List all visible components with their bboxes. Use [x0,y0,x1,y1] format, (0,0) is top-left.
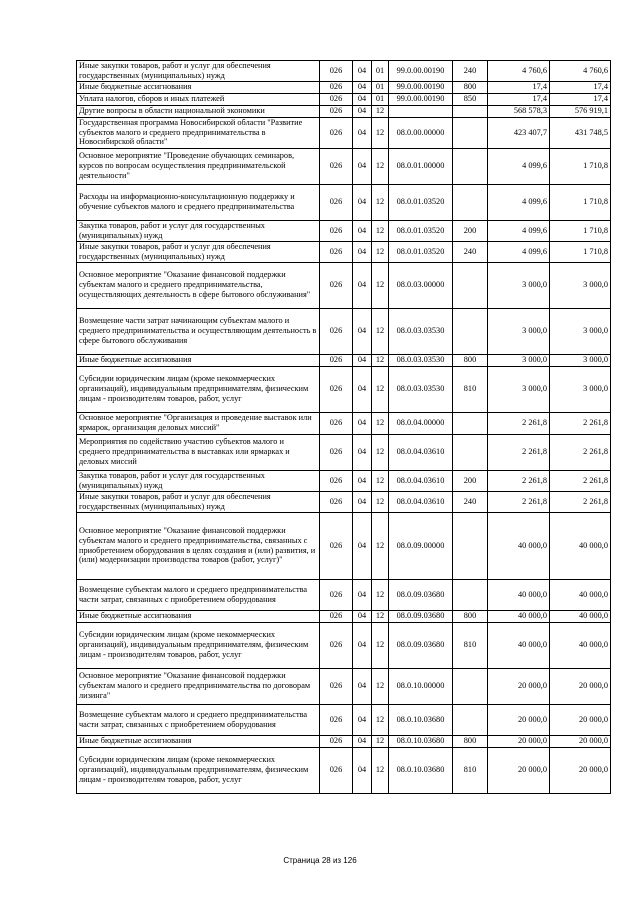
row-amount-year1: 40 000,0 [488,622,550,668]
row-section: 04 [353,262,372,308]
row-subsection: 12 [372,610,389,622]
budget-table-body [77,61,611,794]
row-expense-type [453,117,488,148]
row-section: 04 [353,117,372,148]
row-amount-year1: 20 000,0 [488,704,550,735]
row-subsection: 12 [372,241,389,262]
row-subsection: 01 [372,61,389,82]
row-expense-type [453,308,488,354]
row-subsection: 12 [372,470,389,491]
table-row [77,220,611,241]
row-subsection: 12 [372,262,389,308]
table-row [77,747,611,793]
row-expense-type [453,262,488,308]
row-section: 04 [353,735,372,747]
row-expense-type [453,579,488,610]
row-article: 08.0.01.03520 [389,241,453,262]
row-section: 04 [353,668,372,704]
table-row [77,354,611,366]
row-amount-year2: 20 000,0 [550,735,611,747]
row-name: Основное мероприятие "Оказание финансовой поддержки субъектам малого и среднего предпринимательства по договорам лизинга" [77,668,320,704]
row-subsection: 12 [372,622,389,668]
row-expense-type: 800 [453,81,488,93]
row-article: 08.0.04.03610 [389,470,453,491]
row-name: Возмещение субъектам малого и среднего предпринимательства части затрат, связанных с приобретением оборудования [77,579,320,610]
row-expense-type [453,512,488,579]
row-subsection: 12 [372,704,389,735]
table-row [77,93,611,105]
row-name: Основное мероприятие "Проведение обучающих семинаров, курсов по вопросам осуществления предпринимательской деятельности" [77,148,320,184]
row-amount-year1: 4 099,6 [488,148,550,184]
row-expense-type: 200 [453,220,488,241]
row-amount-year2: 4 760,6 [550,61,611,82]
row-subsection: 12 [372,579,389,610]
row-section: 04 [353,491,372,512]
table-row [77,434,611,470]
row-subsection: 12 [372,148,389,184]
row-article: 08.0.03.03530 [389,354,453,366]
row-section: 04 [353,81,372,93]
row-subsection: 12 [372,747,389,793]
row-amount-year1: 20 000,0 [488,668,550,704]
row-code: 026 [320,735,353,747]
row-code: 026 [320,117,353,148]
row-amount-year2: 40 000,0 [550,512,611,579]
row-subsection: 12 [372,434,389,470]
row-section: 04 [353,241,372,262]
row-name: Иные бюджетные ассигнования [77,81,320,93]
table-row [77,241,611,262]
row-amount-year1: 2 261,8 [488,434,550,470]
row-code: 026 [320,512,353,579]
row-section: 04 [353,184,372,220]
row-amount-year1: 2 261,8 [488,412,550,434]
row-section: 04 [353,512,372,579]
row-amount-year1: 40 000,0 [488,579,550,610]
row-section: 04 [353,704,372,735]
row-amount-year1: 3 000,0 [488,354,550,366]
row-section: 04 [353,622,372,668]
row-expense-type [453,105,488,117]
row-code: 026 [320,220,353,241]
row-expense-type [453,148,488,184]
table-row [77,366,611,412]
row-subsection: 12 [372,668,389,704]
row-article: 08.0.10.03680 [389,704,453,735]
row-expense-type [453,668,488,704]
row-section: 04 [353,220,372,241]
row-code: 026 [320,93,353,105]
row-section: 04 [353,354,372,366]
row-article: 08.0.03.03530 [389,308,453,354]
row-code: 026 [320,668,353,704]
row-subsection: 12 [372,735,389,747]
row-article: 08.0.04.03610 [389,491,453,512]
row-amount-year2: 40 000,0 [550,579,611,610]
row-expense-type: 850 [453,93,488,105]
row-amount-year2: 2 261,8 [550,470,611,491]
row-name: Закупка товаров, работ и услуг для государственных (муниципальных) нужд [77,470,320,491]
row-expense-type: 810 [453,747,488,793]
row-name: Государственная программа Новосибирской области "Развитие субъектов малого и среднего предпринимательства в Новосибирской области" [77,117,320,148]
row-expense-type: 800 [453,610,488,622]
row-subsection: 12 [372,105,389,117]
row-section: 04 [353,470,372,491]
row-name: Иные закупки товаров, работ и услуг для обеспечения государственных (муниципальных) нужд [77,61,320,82]
row-amount-year2: 17,4 [550,81,611,93]
row-amount-year2: 431 748,5 [550,117,611,148]
row-amount-year2: 2 261,8 [550,412,611,434]
row-article: 99.0.00.00190 [389,61,453,82]
row-expense-type: 240 [453,241,488,262]
table-row [77,735,611,747]
row-section: 04 [353,412,372,434]
row-expense-type [453,704,488,735]
row-amount-year2: 40 000,0 [550,610,611,622]
row-article: 99.0.00.00190 [389,93,453,105]
row-name: Основное мероприятие "Оказание финансовой поддержки субъектам малого и среднего предпринимательства, связанных с приобретением оборудования в целях создания и (или) развития, и (или) модернизации производства товаров (работ, услуг)" [77,512,320,579]
row-expense-type: 810 [453,366,488,412]
row-article: 08.0.09.03680 [389,610,453,622]
row-section: 04 [353,93,372,105]
row-amount-year2: 20 000,0 [550,747,611,793]
row-amount-year2: 1 710,8 [550,241,611,262]
row-amount-year1: 20 000,0 [488,747,550,793]
row-section: 04 [353,434,372,470]
table-row [77,105,611,117]
row-amount-year2: 576 919,1 [550,105,611,117]
row-code: 026 [320,366,353,412]
row-amount-year2: 2 261,8 [550,491,611,512]
row-article: 08.0.03.00000 [389,262,453,308]
table-row [77,117,611,148]
row-amount-year2: 3 000,0 [550,354,611,366]
row-name: Субсидии юридическим лицам (кроме некоммерческих организаций), индивидуальным предпринимателям, физическим лицам - производителям товаров, работ, услуг [77,622,320,668]
row-subsection: 12 [372,308,389,354]
row-code: 026 [320,610,353,622]
row-expense-type [453,412,488,434]
row-code: 026 [320,412,353,434]
row-name: Другие вопросы в области национальной экономики [77,105,320,117]
table-row [77,668,611,704]
row-amount-year1: 4 760,6 [488,61,550,82]
row-amount-year1: 40 000,0 [488,610,550,622]
row-name: Субсидии юридическим лицам (кроме некоммерческих организаций), индивидуальным предпринимателям, физическим лицам - производителям товаров, работ, услуг [77,366,320,412]
table-row [77,512,611,579]
row-article: 08.0.03.03530 [389,366,453,412]
row-code: 026 [320,434,353,470]
row-expense-type: 200 [453,470,488,491]
row-name: Иные бюджетные ассигнования [77,610,320,622]
row-amount-year2: 3 000,0 [550,366,611,412]
table-row [77,491,611,512]
row-article: 08.0.01.03520 [389,184,453,220]
row-code: 026 [320,747,353,793]
row-section: 04 [353,308,372,354]
row-expense-type: 800 [453,354,488,366]
row-amount-year1: 2 261,8 [488,491,550,512]
row-subsection: 12 [372,184,389,220]
row-subsection: 12 [372,354,389,366]
row-subsection: 12 [372,491,389,512]
table-row [77,579,611,610]
table-row [77,81,611,93]
row-expense-type [453,184,488,220]
row-name: Мероприятия по содействию участию субъектов малого и среднего предпринимательства в выставках или ярмарках и деловых миссий [77,434,320,470]
row-subsection: 12 [372,117,389,148]
row-section: 04 [353,366,372,412]
row-article: 08.0.09.03680 [389,579,453,610]
table-row [77,470,611,491]
row-amount-year2: 1 710,8 [550,148,611,184]
row-name: Уплата налогов, сборов и иных платежей [77,93,320,105]
row-code: 026 [320,241,353,262]
row-amount-year1: 17,4 [488,93,550,105]
row-section: 04 [353,610,372,622]
row-amount-year2: 20 000,0 [550,704,611,735]
row-expense-type: 810 [453,622,488,668]
row-subsection: 12 [372,412,389,434]
row-section: 04 [353,579,372,610]
budget-table [76,60,611,794]
row-code: 026 [320,262,353,308]
row-name: Основное мероприятие "Оказание финансовой поддержки субъектам малого и среднего предпринимательства, осуществляющих деятельность в сфере бытового обслуживания" [77,262,320,308]
row-code: 026 [320,308,353,354]
row-code: 026 [320,81,353,93]
row-subsection: 12 [372,366,389,412]
row-amount-year1: 3 000,0 [488,308,550,354]
row-expense-type: 240 [453,61,488,82]
row-amount-year1: 3 000,0 [488,262,550,308]
table-row [77,412,611,434]
row-subsection: 12 [372,512,389,579]
row-article: 99.0.00.00190 [389,81,453,93]
row-amount-year1: 17,4 [488,81,550,93]
table-row [77,704,611,735]
row-amount-year1: 568 578,3 [488,105,550,117]
row-article: 08.0.04.00000 [389,412,453,434]
row-amount-year2: 1 710,8 [550,184,611,220]
row-amount-year2: 17,4 [550,93,611,105]
table-row [77,622,611,668]
row-amount-year1: 4 099,6 [488,184,550,220]
row-amount-year1: 423 407,7 [488,117,550,148]
row-article: 08.0.09.03680 [389,622,453,668]
row-amount-year2: 1 710,8 [550,220,611,241]
row-expense-type [453,434,488,470]
table-row [77,308,611,354]
row-name: Субсидии юридическим лицам (кроме некоммерческих организаций), индивидуальным предпринимателям, физическим лицам - производителям товаров, работ, услуг [77,747,320,793]
row-code: 026 [320,354,353,366]
row-article: 08.0.09.00000 [389,512,453,579]
row-section: 04 [353,105,372,117]
row-name: Расходы на информационно-консультационную поддержку и обучение субъектов малого и среднего предпринимательства [77,184,320,220]
row-expense-type: 800 [453,735,488,747]
row-name: Иные закупки товаров, работ и услуг для обеспечения государственных (муниципальных) нужд [77,491,320,512]
row-name: Возмещение части затрат начинающим субъектам малого и среднего предпринимательства и осуществляющим деятельность в сфере бытового обслуживания [77,308,320,354]
row-code: 026 [320,491,353,512]
row-section: 04 [353,148,372,184]
table-row [77,148,611,184]
row-subsection: 01 [372,81,389,93]
row-name: Закупка товаров, работ и услуг для государственных (муниципальных) нужд [77,220,320,241]
row-article: 08.0.10.00000 [389,668,453,704]
row-code: 026 [320,622,353,668]
row-amount-year2: 3 000,0 [550,308,611,354]
row-code: 026 [320,579,353,610]
row-amount-year1: 4 099,6 [488,241,550,262]
row-name: Иные бюджетные ассигнования [77,735,320,747]
row-subsection: 01 [372,93,389,105]
table-row [77,184,611,220]
row-code: 026 [320,148,353,184]
row-code: 026 [320,105,353,117]
row-expense-type: 240 [453,491,488,512]
page-number-footer: Страница 28 из 126 [283,856,357,865]
row-amount-year1: 4 099,6 [488,220,550,241]
row-code: 026 [320,184,353,220]
row-amount-year2: 3 000,0 [550,262,611,308]
row-subsection: 12 [372,220,389,241]
row-amount-year2: 2 261,8 [550,434,611,470]
row-amount-year2: 20 000,0 [550,668,611,704]
table-row [77,610,611,622]
row-amount-year1: 40 000,0 [488,512,550,579]
row-amount-year1: 2 261,8 [488,470,550,491]
table-row [77,262,611,308]
row-article: 08.0.10.03680 [389,735,453,747]
row-article [389,105,453,117]
row-section: 04 [353,747,372,793]
row-amount-year1: 3 000,0 [488,366,550,412]
row-article: 08.0.10.03680 [389,747,453,793]
row-amount-year1: 20 000,0 [488,735,550,747]
row-name: Возмещение субъектам малого и среднего предпринимательства части затрат, связанных с приобретением оборудования [77,704,320,735]
row-article: 08.0.01.00000 [389,148,453,184]
row-code: 026 [320,470,353,491]
row-name: Иные закупки товаров, работ и услуг для обеспечения государственных (муниципальных) нужд [77,241,320,262]
row-article: 08.0.04.03610 [389,434,453,470]
row-article: 08.0.01.03520 [389,220,453,241]
row-section: 04 [353,61,372,82]
row-article: 08.0.00.00000 [389,117,453,148]
row-amount-year2: 40 000,0 [550,622,611,668]
row-code: 026 [320,704,353,735]
row-name: Иные бюджетные ассигнования [77,354,320,366]
row-name: Основное мероприятие "Организация и проведение выставок или ярмарок, организация деловых миссий" [77,412,320,434]
table-row [77,61,611,82]
row-code: 026 [320,61,353,82]
